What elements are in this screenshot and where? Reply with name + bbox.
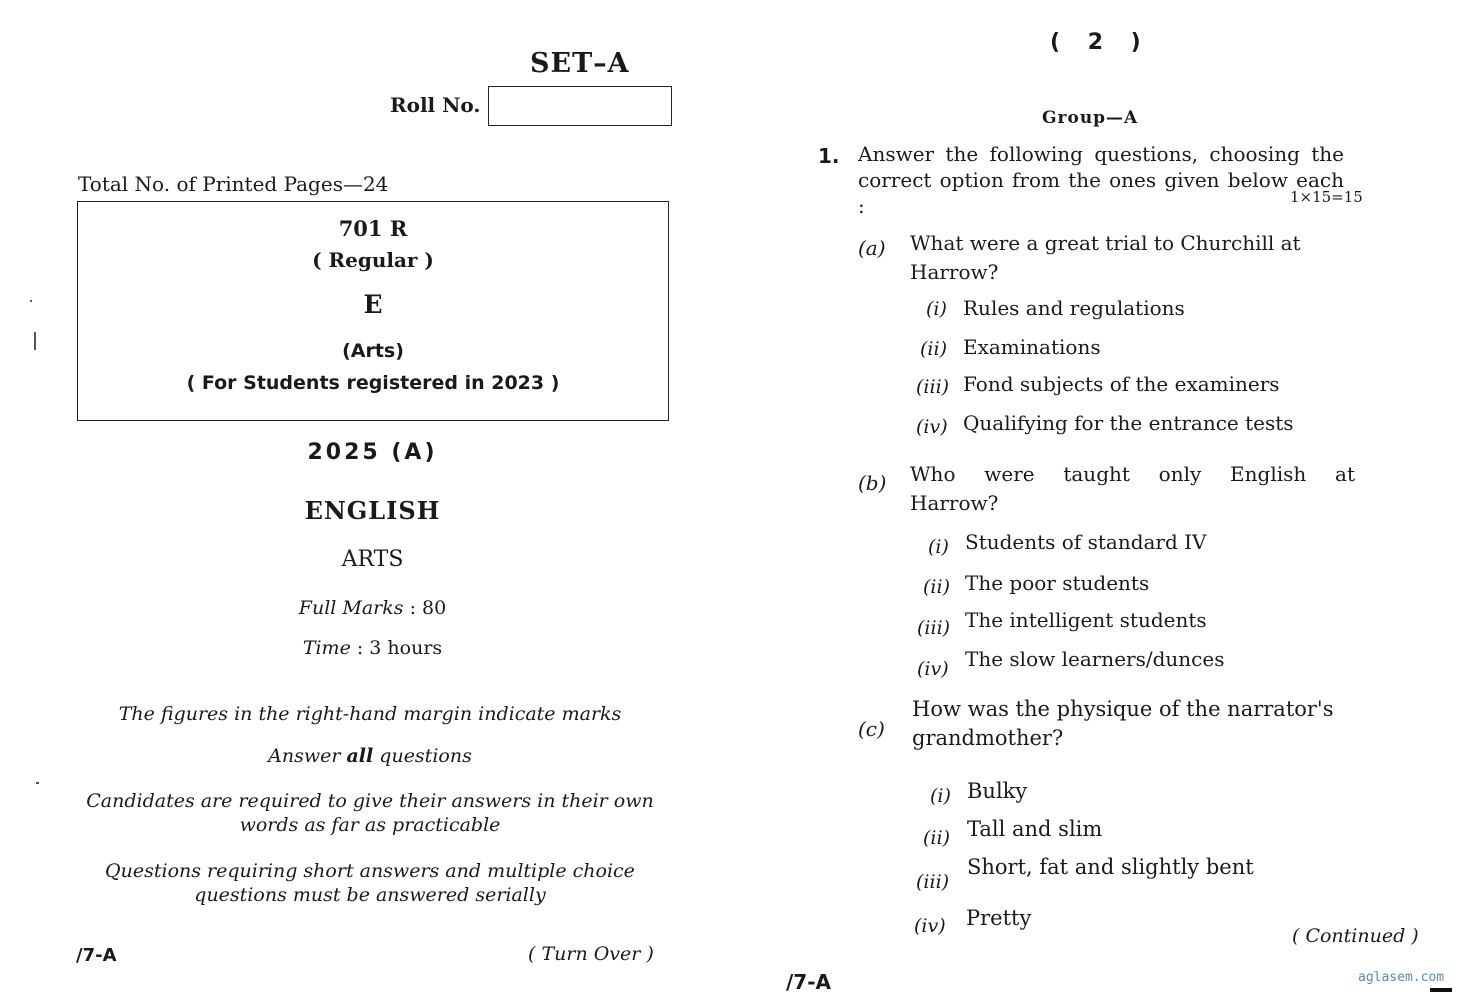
option-text: Short, fat and slightly bent: [967, 855, 1254, 879]
scan-speck: [36, 782, 39, 784]
turn-over-note: ( Turn Over ): [528, 943, 654, 965]
option-label: (i): [926, 298, 947, 320]
option-label: (iii): [917, 617, 951, 639]
question-number: 1.: [818, 144, 840, 168]
subquestion-text: What were a great trial to Churchill at Harrow?: [910, 231, 1301, 284]
subquestion-label: (c): [858, 717, 885, 741]
subquestion-text: Who were taught only English at Harrow?: [910, 462, 1355, 515]
subquestion-label: (b): [858, 471, 887, 495]
option-text: The poor students: [965, 571, 1150, 595]
paper-code: 701 R: [338, 216, 408, 241]
option-label: (ii): [923, 576, 950, 598]
option-text: Pretty: [966, 906, 1032, 930]
group-title: Group—A: [1042, 108, 1139, 128]
option-text: Rules and regulations: [963, 296, 1185, 320]
paper-info-box: [77, 201, 669, 421]
exam-time: [0, 637, 745, 659]
watermark-bar: [1430, 988, 1452, 992]
option-label: (iii): [916, 871, 950, 893]
time-label: Time: [302, 637, 351, 659]
printed-pages-count: Total No. of Printed Pages—24: [78, 172, 389, 196]
exam-year: 2025 (A): [307, 440, 438, 465]
option-label: (i): [930, 785, 951, 807]
option-text: Qualifying for the entrance tests: [963, 411, 1294, 435]
footer-code: /7-A: [786, 970, 831, 994]
scan-speck: [34, 332, 36, 350]
answer-pre: Answer: [268, 745, 347, 767]
roll-number-label: Roll No.: [390, 93, 481, 117]
instruction-marks: The figures in the right-hand margin indicate marks: [118, 703, 622, 725]
option-text: Examinations: [963, 335, 1101, 359]
instruction-own-words: Candidates are required to give their answers in their own words as far as practicable: [86, 790, 654, 836]
cover-page: [0, 0, 730, 995]
option-label: (iii): [916, 376, 950, 398]
paper-letter: E: [363, 290, 383, 319]
question-text: Answer the following questions, choosing the correct option from the ones given below each :: [858, 142, 1344, 218]
option-text: Students of standard IV: [965, 530, 1207, 554]
full-marks-label: Full Marks: [298, 597, 404, 619]
scan-speck: [30, 300, 32, 302]
option-label: (iv): [917, 658, 949, 680]
roll-number-box[interactable]: [488, 86, 672, 126]
option-text: The slow learners/dunces: [965, 647, 1225, 671]
continued-note: ( Continued ): [1292, 925, 1419, 947]
paper-type: ( Regular ): [312, 248, 434, 272]
question-page: [730, 0, 1461, 995]
answer-all-emphasis: all: [346, 745, 374, 767]
instruction-answer-all: [0, 744, 740, 768]
subquestion-text: How was the physique of the narrator's grandmother?: [912, 697, 1334, 750]
option-label: (i): [928, 536, 949, 558]
option-label: (iv): [914, 915, 946, 937]
option-text: Bulky: [967, 779, 1028, 803]
watermark-text[interactable]: aglasem.com: [1358, 970, 1445, 985]
stream-title: ARTS: [341, 547, 404, 572]
question-marks: 1×15=15: [1290, 188, 1363, 206]
option-text: Tall and slim: [967, 817, 1103, 841]
subject-title: ENGLISH: [304, 496, 441, 525]
time-value: : 3 hours: [350, 637, 443, 659]
subquestion-label: (a): [858, 236, 886, 260]
option-label: (iv): [916, 416, 948, 438]
registration-note: ( For Students registered in 2023 ): [186, 372, 560, 394]
paper-stream: (Arts): [342, 340, 404, 362]
instruction-serial: Questions requiring short answers and multiple choice questions must be answered serially: [105, 860, 635, 906]
full-marks-value: : 80: [403, 597, 447, 619]
option-label: (ii): [920, 338, 947, 360]
footer-code: /7-A: [76, 945, 117, 966]
answer-post: questions: [373, 745, 472, 767]
page-number: ( 2 ): [1050, 30, 1151, 55]
option-text: The intelligent students: [965, 608, 1207, 632]
option-label: (ii): [923, 827, 950, 849]
option-text: Fond subjects of the examiners: [963, 372, 1280, 396]
set-title: SET–A: [530, 48, 630, 79]
full-marks: [0, 597, 745, 619]
